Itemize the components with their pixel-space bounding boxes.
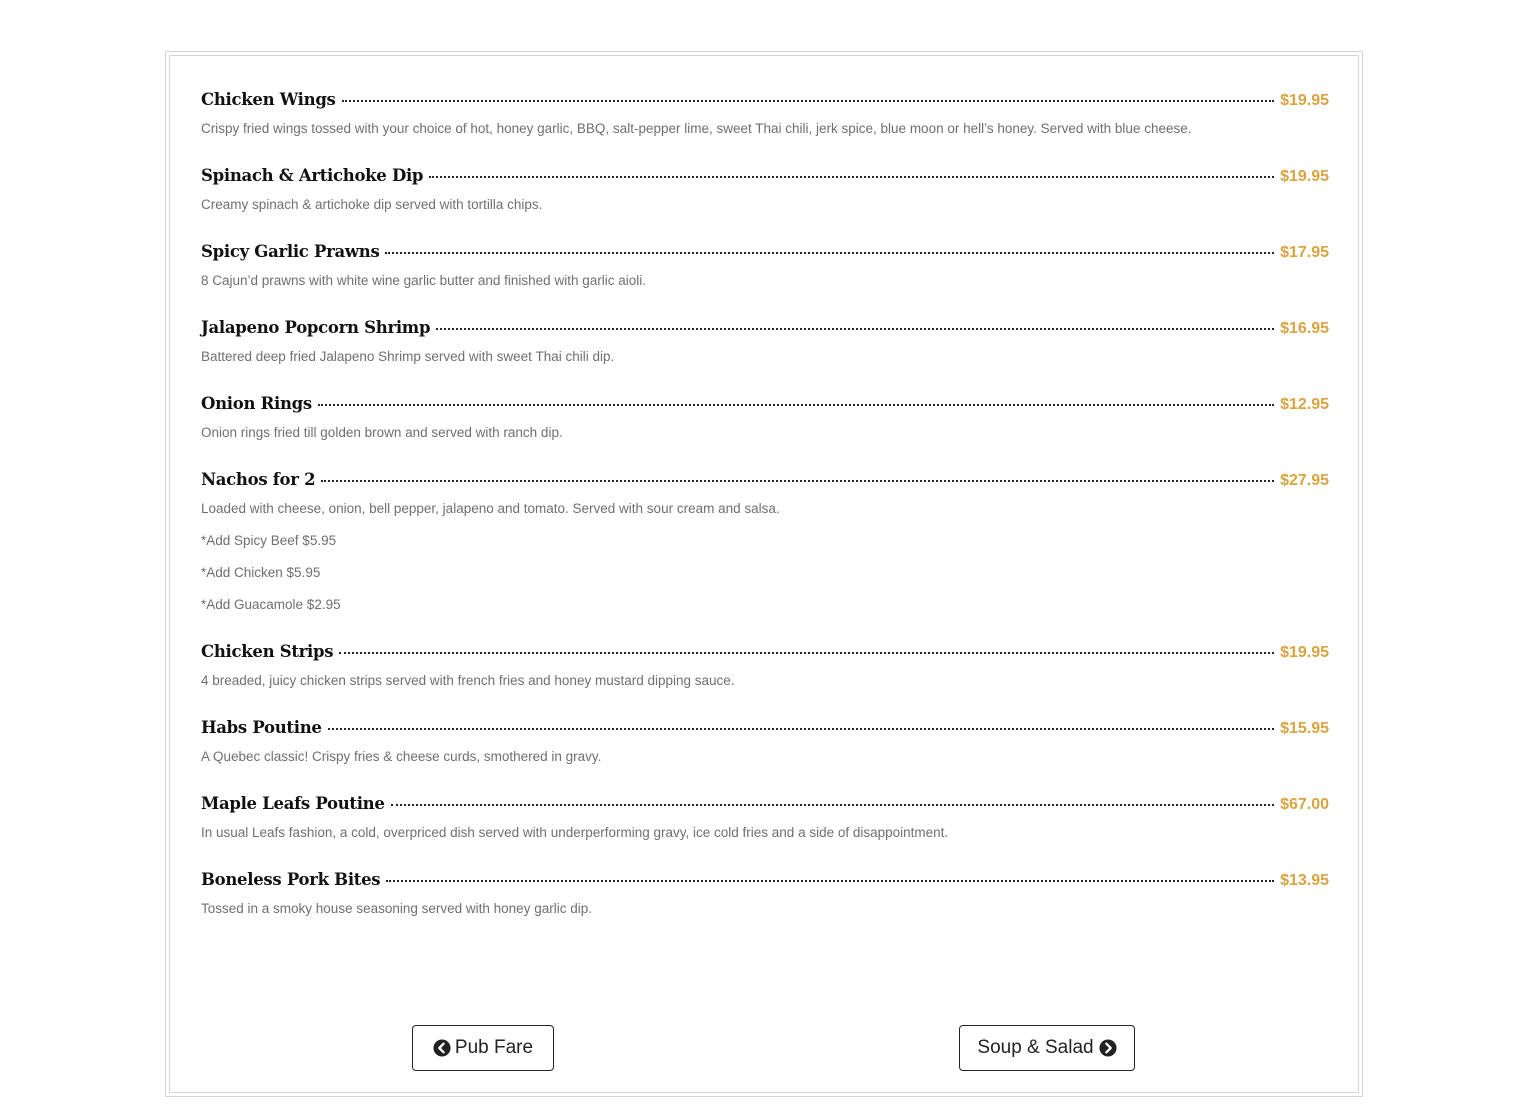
menu-item-description: Loaded with cheese, onion, bell pepper, jalapeno and tomato. Served with sour cream and salsa. [201,501,780,516]
menu-item [201,718,1329,766]
menu-item-name: Chicken Strips [201,642,334,661]
pub-fare-label: Pub Fare [454,1037,534,1058]
menu-item [201,870,1329,918]
menu-item-name: Spinach & Artichoke Dip [201,166,424,185]
menu-item-name: Nachos for 2 [201,470,316,489]
dotted-leader [321,480,1274,482]
menu-item-description: A Quebec classic! Crispy fries & cheese curds, smothered in gravy. [201,749,602,764]
menu-item-name: Maple Leafs Poutine [201,794,385,813]
menu-item-price: $67.00 [1280,796,1329,813]
soup-salad-button[interactable] [959,1025,1135,1071]
menu-item-header [201,642,1329,668]
menu-item-price: $19.95 [1280,168,1329,185]
menu-item-addon: *Add Chicken $5.95 [201,565,321,580]
menu-item-header [201,718,1329,744]
menu-item-description: Onion rings fried till golden brown and served with ranch dip. [201,425,563,440]
menu-item-price: $13.95 [1280,872,1329,889]
menu-item-description: Tossed in a smoky house seasoning served with honey garlic dip. [201,901,592,916]
menu-item-header [201,870,1329,896]
menu-item-name: Boneless Pork Bites [201,870,381,889]
menu-item-header [201,794,1329,820]
menu-item-price: $19.95 [1280,92,1329,109]
menu-item [201,242,1329,290]
menu-item-description: Creamy spinach & artichoke dip served with tortilla chips. [201,197,543,212]
menu-item-header [201,166,1329,192]
menu-item-price: $19.95 [1280,644,1329,661]
menu-item-name: Chicken Wings [201,90,336,109]
menu-item-addon: *Add Spicy Beef $5.95 [201,533,337,548]
pub-fare-button[interactable] [412,1025,554,1071]
dotted-leader [436,328,1274,330]
menu-item [201,470,1329,614]
menu-item-name: Habs Poutine [201,718,322,737]
menu-item-price: $17.95 [1280,244,1329,261]
menu-item-price: $12.95 [1280,396,1329,413]
dotted-leader [385,252,1274,254]
menu-item-price: $27.95 [1280,472,1329,489]
menu-item-addon: *Add Guacamole $2.95 [201,597,341,612]
menu-item [201,794,1329,842]
menu-item-description: Battered deep fried Jalapeno Shrimp served with sweet Thai chili dip. [201,349,615,364]
dotted-leader [318,404,1274,406]
menu-item-price: $15.95 [1280,720,1329,737]
menu-item-description: In usual Leafs fashion, a cold, overpriced dish served with underperforming gravy, ice cold fries and a side of disappointment. [201,825,949,840]
menu-item-price: $16.95 [1280,320,1329,337]
menu-item-description: 8 Cajun’d prawns with white wine garlic butter and finished with garlic aioli. [201,273,646,288]
menu-item-name: Spicy Garlic Prawns [201,242,380,261]
chevron-circle-left-icon [433,1039,451,1057]
menu-item-header [201,470,1329,496]
dotted-leader [429,176,1274,178]
menu-item-description: 4 breaded, juicy chicken strips served with french fries and honey mustard dipping sauce. [201,673,735,688]
menu-item-name: Jalapeno Popcorn Shrimp [201,318,431,337]
menu-item-header [201,318,1329,344]
menu-item [201,394,1329,442]
dotted-leader [342,100,1275,102]
menu-item [201,642,1329,690]
dotted-leader [386,880,1274,882]
menu-item-header [201,242,1329,268]
menu-item-header [201,90,1329,116]
menu-item-header [201,394,1329,420]
menu-item [201,90,1329,138]
menu-list [201,90,1329,946]
chevron-circle-right-icon [1099,1039,1117,1057]
dotted-leader [328,728,1274,730]
dotted-leader [339,652,1274,654]
menu-item-description: Crispy fried wings tossed with your choice of hot, honey garlic, BBQ, salt-pepper lime, sweet Thai chili, jerk spice, blue moon or hell’s honey. Served with blue cheese. [201,121,1192,136]
menu-item [201,166,1329,214]
menu-item-name: Onion Rings [201,394,312,413]
dotted-leader [391,804,1274,806]
soup-salad-label: Soup & Salad [977,1037,1094,1058]
menu-item [201,318,1329,366]
